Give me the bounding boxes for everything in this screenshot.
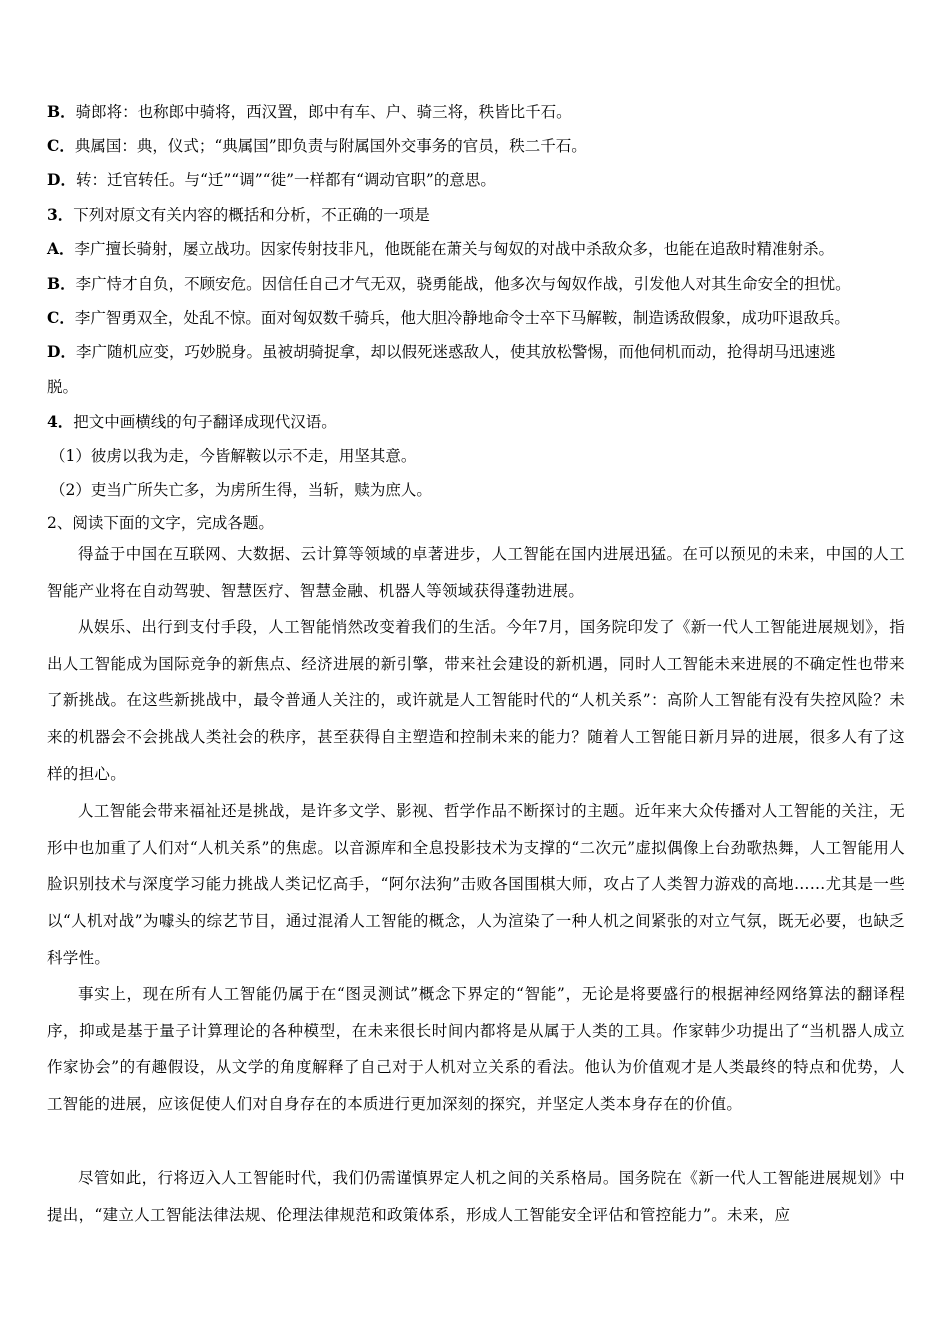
option-letter: B． bbox=[47, 102, 76, 121]
option-text: 骑郎将：也称郎中骑将，西汉置，郎中有车、户、骑三将，秩皆比千石。 bbox=[75, 103, 572, 121]
q2-option-b bbox=[47, 102, 905, 122]
question-stem: 下列对原文有关内容的概括和分析，不正确的一项是 bbox=[73, 206, 430, 224]
q4-item-1: （1）彼虏以我为走，今皆解鞍以示不走，用坚其意。 bbox=[50, 447, 417, 465]
option-text: 李广随机应变，巧妙脱身。虽被胡骑捉拿，却以假死迷惑敌人，使其放松警惕，而他伺机而动，抢得胡马迅速逃 bbox=[75, 343, 836, 361]
option-letter: B． bbox=[47, 274, 76, 293]
q3-option-b bbox=[47, 274, 905, 294]
passage-paragraph-1: 得益于中国在互联网、大数据、云计算等领域的卓著进步，人工智能在国内进展迅猛。在可以预见的未来，中国的人工智能产业将在自动驾驶、智慧医疗、智慧金融、机器人等领域获得蓬勃进展。 bbox=[47, 545, 905, 600]
option-letter: C． bbox=[47, 308, 75, 327]
q4-stem bbox=[47, 412, 905, 432]
option-letter: D． bbox=[47, 342, 76, 361]
passage-paragraph-3: 人工智能会带来福祉还是挑战，是许多文学、影视、哲学作品不断探讨的主题。近年来大众传播对人工智能的关注，无形中也加重了人们对“人机关系”的焦虑。以音源库和全息投影技术为支撑的“二次元”虚拟偶像上台劲歌热舞，人工智能用人脸识别技术与深度学习能力挑战人类记忆高手，“阿尔法狗”击败各国围棋大师，攻占了人类智力游戏的高地……尤其是一些以“人机对战”为噱头的综艺节目，通过混淆人工智能的概念，人为渲染了一种人机之间紧张的对立气氛，既无必要，也缺乏科学性。 bbox=[47, 802, 905, 967]
option-letter: A． bbox=[47, 239, 75, 258]
passage-paragraph-2: 从娱乐、出行到支付手段，人工智能悄然改变着我们的生活。今年7月，国务院印发了《新一代人工智能进展规划》，指出人工智能成为国际竞争的新焦点、经济进展的新引擎，带来社会建设的新机遇，同时人工智能未来进展的不确定性也带来了新挑战。在这些新挑战中，最令普通人关注的，或许就是人工智能时代的“人机关系”：高阶人工智能有没有失控风险？未来的机器会不会挑战人类社会的秩序，甚至获得自主塑造和控制未来的能力？随着人工智能日新月异的进展，很多人有了这样的担心。 bbox=[47, 618, 905, 783]
q3-stem bbox=[47, 205, 905, 225]
passage-paragraph-4: 事实上，现在所有人工智能仍属于在“图灵测试”概念下界定的“智能”，无论是将要盛行的根据神经网络算法的翻译程序，抑或是基于量子计算理论的各种模型，在未来很长时间内都将是从属于人类的工具。作家韩少功提出了“当机器人成立作家协会”的有趣假设，从文学的角度解释了自己对于人机对立关系的看法。他认为价值观才是人类最终的特点和优势，人工智能的进展，应该促使人们对自身存在的本质进行更加深刻的探究，并坚定人类本身存在的价值。 bbox=[47, 985, 905, 1114]
option-text: 李广擅长骑射，屡立战功。因家传射技非凡，他既能在萧关与匈奴的对战中杀敌众多，也能在追敌时精准射杀。 bbox=[74, 240, 835, 258]
section-heading: 2、阅读下面的文字，完成各题。 bbox=[47, 514, 274, 532]
option-text: 脱。 bbox=[47, 378, 79, 396]
question-number: 4． bbox=[47, 412, 74, 431]
option-text: 李广恃才自负，不顾安危。因信任自己才气无双，骁勇能战，他多次与匈奴作战，引发他人对其生命安全的担忧。 bbox=[75, 275, 851, 293]
q2-option-d bbox=[47, 170, 905, 190]
question-stem: 把文中画横线的句子翻译成现代汉语。 bbox=[73, 413, 337, 431]
q2-option-c bbox=[47, 136, 905, 156]
option-text: 转：迁官转任。与“迁”“调”“徙”一样都有“调动官职”的意思。 bbox=[75, 171, 496, 189]
option-letter: D． bbox=[47, 170, 76, 189]
q3-option-a bbox=[47, 239, 905, 259]
q3-option-c bbox=[47, 308, 905, 328]
option-text: 典属国：典，仪式；“典属国”即负责与附属国外交事务的官员，秩二千石。 bbox=[74, 137, 587, 155]
q3-option-d-continued bbox=[47, 377, 905, 397]
q4-item-2: （2）吏当广所失亡多，为虏所生得，当斩，赎为庶人。 bbox=[50, 481, 432, 499]
option-text: 李广智勇双全，处乱不惊。面对匈奴数千骑兵，他大胆冷静地命令士卒下马解鞍，制造诱敌假象，成功吓退敌兵。 bbox=[74, 309, 850, 327]
q3-option-d bbox=[47, 342, 905, 362]
option-letter: C． bbox=[47, 136, 75, 155]
question-number: 3． bbox=[47, 205, 74, 224]
passage-paragraph-5: 尽管如此，行将迈入人工智能时代，我们仍需谨慎界定人机之间的关系格局。国务院在《新一代人工智能进展规划》中提出，“建立人工智能法律法规、伦理法律规范和政策体系，形成人工智能安全评估和管控能力”。未来，应 bbox=[47, 1169, 905, 1224]
